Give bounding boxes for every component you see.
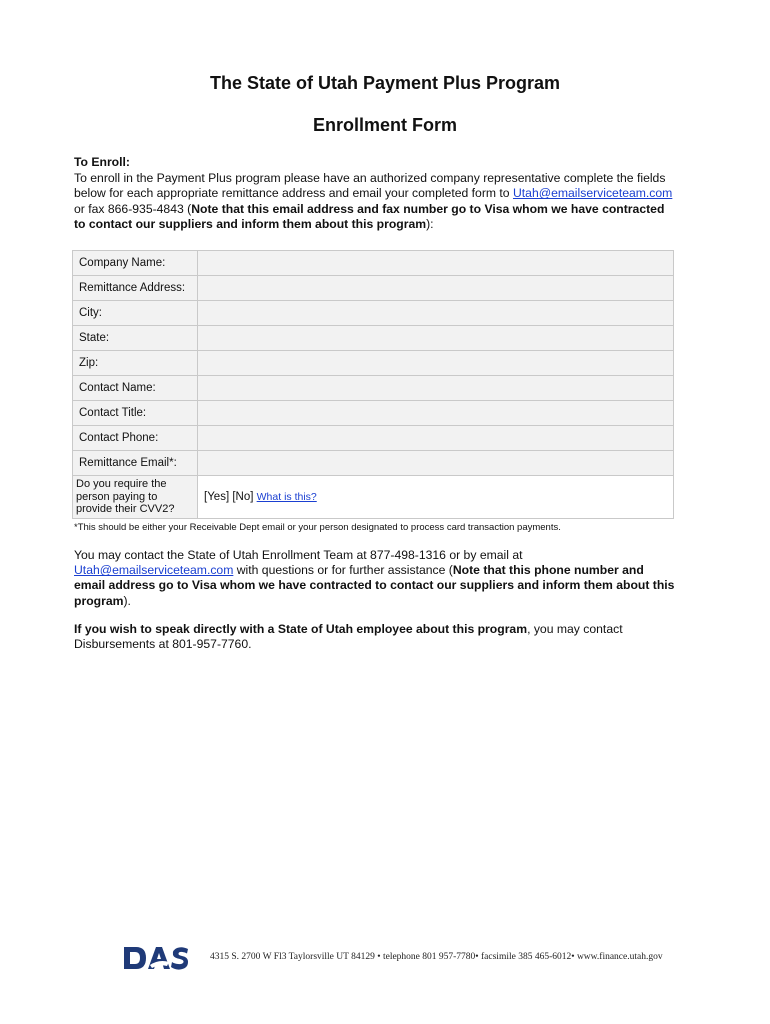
remittance-address-field[interactable] xyxy=(198,276,674,301)
city-field[interactable] xyxy=(198,301,674,326)
intro-text: To enroll in the Payment Plus program please have an authorized company representative complete the fields below for each appropriate remittance address and email your completed form to xyxy=(74,170,666,201)
contact-email-link[interactable]: Utah@emailserviceteam.com xyxy=(74,563,234,578)
field-label: City: xyxy=(73,301,198,326)
table-row xyxy=(73,401,674,426)
contact-name-field[interactable] xyxy=(198,376,674,401)
company-name-field[interactable] xyxy=(198,251,674,276)
zip-field[interactable] xyxy=(198,351,674,376)
enrollment-table xyxy=(72,250,674,519)
table-row xyxy=(73,376,674,401)
contact-paragraph xyxy=(74,548,678,609)
table-row xyxy=(73,276,674,301)
cvv-options[interactable]: [Yes] [No] xyxy=(204,491,254,503)
table-row xyxy=(73,476,674,519)
intro-end: ): xyxy=(426,217,434,232)
contact-text-2: with questions or for further assistance ( xyxy=(233,563,453,578)
field-label: Contact Title: xyxy=(73,401,198,426)
field-label: Contact Name: xyxy=(73,376,198,401)
direct-text: , you may contact Disbursements at 801-957-7760. xyxy=(74,622,623,652)
table-row xyxy=(73,451,674,476)
page-subtitle: Enrollment Form xyxy=(312,115,457,135)
page-footer xyxy=(122,945,682,971)
contact-text: You may contact the State of Utah Enrollment Team at 877-498-1316 or by email at xyxy=(74,548,523,562)
direct-bold: If you wish to speak directly with a State of Utah employee about this program xyxy=(74,622,528,636)
intro-note: Note that this email address and fax number go to Visa whom we have contracted to contact our suppliers and inform them about this program xyxy=(74,201,665,232)
remittance-email-field[interactable] xyxy=(198,451,674,476)
table-row xyxy=(73,326,674,351)
contact-note: Note that this phone number and email address go to Visa whom we have contracted to contact our suppliers and inform them about this program xyxy=(74,563,675,608)
intro-fax-text: or fax 866-935-4843 ( xyxy=(74,201,192,216)
contact-end: ). xyxy=(123,593,131,608)
table-row xyxy=(73,301,674,326)
what-is-this-link[interactable]: What is this? xyxy=(256,491,317,503)
footnote: *This should be either your Receivable Dept email or your person designated to process card transaction payments. xyxy=(74,522,561,533)
table-row xyxy=(73,426,674,451)
table-row xyxy=(73,251,674,276)
field-label: Remittance Address: xyxy=(73,276,198,301)
field-label: Remittance Email*: xyxy=(73,451,198,476)
enroll-email-link[interactable]: Utah@emailserviceteam.com xyxy=(512,186,673,201)
field-label: Zip: xyxy=(73,351,198,376)
intro-section xyxy=(74,155,674,233)
state-field[interactable] xyxy=(198,326,674,351)
footer-address: 4315 S. 2700 W Fl3 Taylorsville UT 84129 • telephone 801 957-7780• facsimile 385 465-6012• www.finance.utah.gov xyxy=(210,952,663,962)
table-row xyxy=(73,351,674,376)
das-logo xyxy=(122,945,192,971)
field-label: Company Name: xyxy=(73,251,198,276)
contact-title-field[interactable] xyxy=(198,401,674,426)
page-title: The State of Utah Payment Plus Program xyxy=(209,73,561,93)
cvv-field xyxy=(198,476,674,519)
contact-phone-field[interactable] xyxy=(198,426,674,451)
field-label: Contact Phone: xyxy=(73,426,198,451)
direct-contact-paragraph xyxy=(74,622,678,652)
cvv-label: Do you require the person paying to provide their CVV2? xyxy=(73,476,198,519)
intro-label: To Enroll: xyxy=(74,155,130,169)
field-label: State: xyxy=(73,326,198,351)
